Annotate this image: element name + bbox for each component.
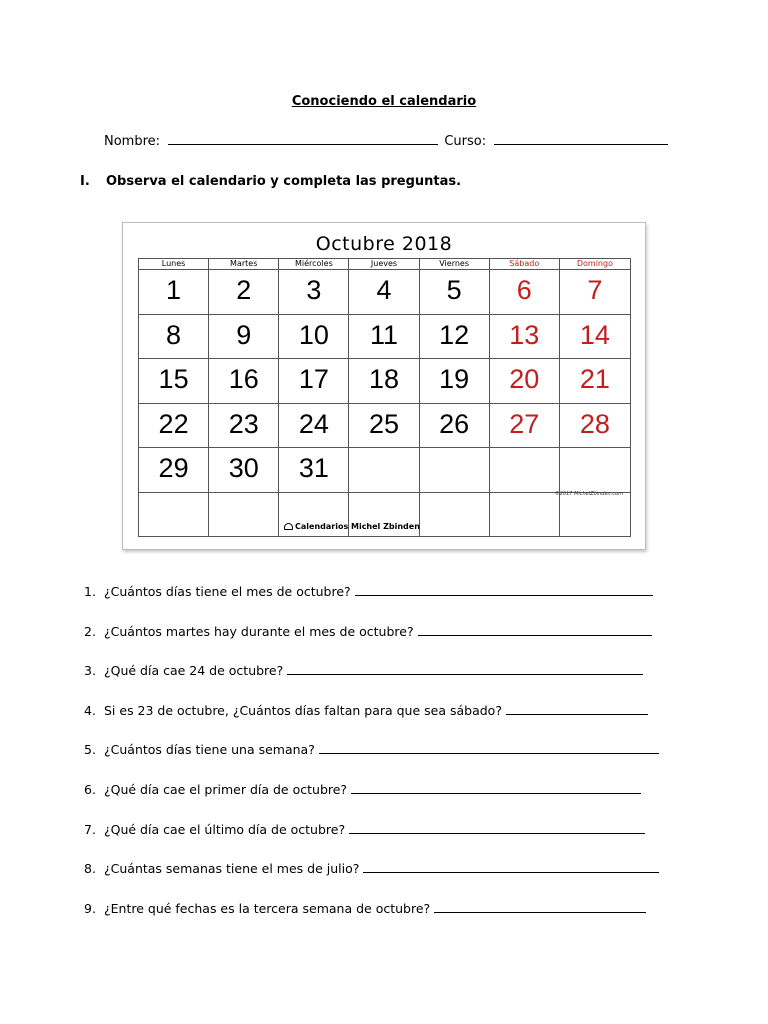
question-number: 1. [84,584,96,599]
question-text: ¿Entre qué fechas es la tercera semana de octubre? [104,901,431,916]
calendar-notes-cell [560,493,630,537]
calendar-day: 23 [209,404,279,449]
calendar-day: 10 [279,315,349,360]
weekday-header: Domingo [560,259,630,270]
calendar-day: 13 [490,315,560,360]
question-item [84,822,645,837]
calendar-day: 28 [560,404,630,449]
weekday-header: Martes [209,259,279,270]
name-field[interactable] [168,133,438,145]
question-number: 2. [84,624,96,639]
answer-line[interactable] [287,665,643,675]
calendar-day: 4 [349,270,419,315]
calendar-empty-cell [490,448,560,493]
section-instruction: Observa el calendario y completa las preguntas. [106,174,462,189]
calendar-day: 22 [139,404,209,449]
calendar-day: 6 [490,270,560,315]
calendar-title: Octubre 2018 [315,233,453,255]
calendar-empty-cell [560,448,630,493]
question-text: ¿Cuántos martes hay durante el mes de octubre? [104,624,414,639]
calendar-notes-cell [139,493,209,537]
calendar-day: 5 [420,270,490,315]
question-number: 6. [84,782,96,797]
answer-line[interactable] [355,586,653,596]
calendar-empty-cell [420,448,490,493]
question-text: ¿Qué día cae el primer día de octubre? [104,782,348,797]
question-item [84,901,646,916]
answer-line[interactable] [418,626,652,636]
question-item [84,703,648,718]
calendar-brand [284,522,420,531]
name-label: Nombre: [104,134,161,149]
worksheet-title: Conociendo el calendario [291,94,477,109]
calendar-day: 18 [349,359,419,404]
calendar-day: 24 [279,404,349,449]
question-number: 4. [84,703,96,718]
weekday-header: Lunes [139,259,209,270]
answer-line[interactable] [363,863,659,873]
calendar-day: 25 [349,404,419,449]
question-text: ¿Cuántos días tiene una semana? [104,742,315,757]
calendar-day: 9 [209,315,279,360]
calendar-day: 26 [420,404,490,449]
question-number: 9. [84,901,96,916]
question-text: ¿Qué día cae el último día de octubre? [104,822,346,837]
calendar-day: 19 [420,359,490,404]
calendar-day: 15 [139,359,209,404]
weekday-header: Sábado [490,259,560,270]
question-number: 5. [84,742,96,757]
course-field[interactable] [494,133,668,145]
calendar-empty-cell [349,448,419,493]
calendar-day: 29 [139,448,209,493]
calendar-day: 17 [279,359,349,404]
course-label: Curso: [444,134,487,149]
question-text: ¿Qué día cae 24 de octubre? [104,663,284,678]
question-text: ¿Cuántos días tiene el mes de octubre? [104,584,351,599]
calendar-day: 14 [560,315,630,360]
calendar-day: 3 [279,270,349,315]
question-item [84,624,652,639]
answer-line[interactable] [319,744,659,754]
calendar-notes-cell [490,493,560,537]
question-item [84,584,653,599]
question-item [84,782,641,797]
question-item [84,663,643,678]
calendar-copyright: ©2017 MichelZbinden.com [554,491,623,497]
answer-line[interactable] [349,824,645,834]
calendar-day: 30 [209,448,279,493]
section-heading [80,174,461,189]
calendar-day: 12 [420,315,490,360]
calendar-day: 1 [139,270,209,315]
answer-line[interactable] [506,705,648,715]
calendar-day: 2 [209,270,279,315]
calendar-day: 20 [490,359,560,404]
calendar-day: 31 [279,448,349,493]
weekday-header: Miércoles [279,259,349,270]
calendar-brand-text: Calendarios Michel Zbinden [295,522,420,531]
name-course-row [104,133,664,149]
question-number: 3. [84,663,96,678]
weekday-header: Viernes [420,259,490,270]
question-item [84,742,659,757]
question-number: 7. [84,822,96,837]
answer-line[interactable] [351,784,641,794]
section-number: I. [80,174,90,189]
calendar-day: 16 [209,359,279,404]
question-text: ¿Cuántas semanas tiene el mes de julio? [104,861,360,876]
calendar-notes-cell [420,493,490,537]
brand-logo-icon [284,523,293,530]
calendar-day: 27 [490,404,560,449]
question-item [84,861,659,876]
calendar-day: 21 [560,359,630,404]
calendar-day: 7 [560,270,630,315]
calendar-notes-cell [209,493,279,537]
question-number: 8. [84,861,96,876]
question-text: Si es 23 de octubre, ¿Cuántos días faltan para que sea sábado? [104,703,502,718]
calendar-day: 11 [349,315,419,360]
calendar-day: 8 [139,315,209,360]
weekday-header: Jueves [349,259,419,270]
answer-line[interactable] [434,903,646,913]
calendar-image [122,222,646,550]
